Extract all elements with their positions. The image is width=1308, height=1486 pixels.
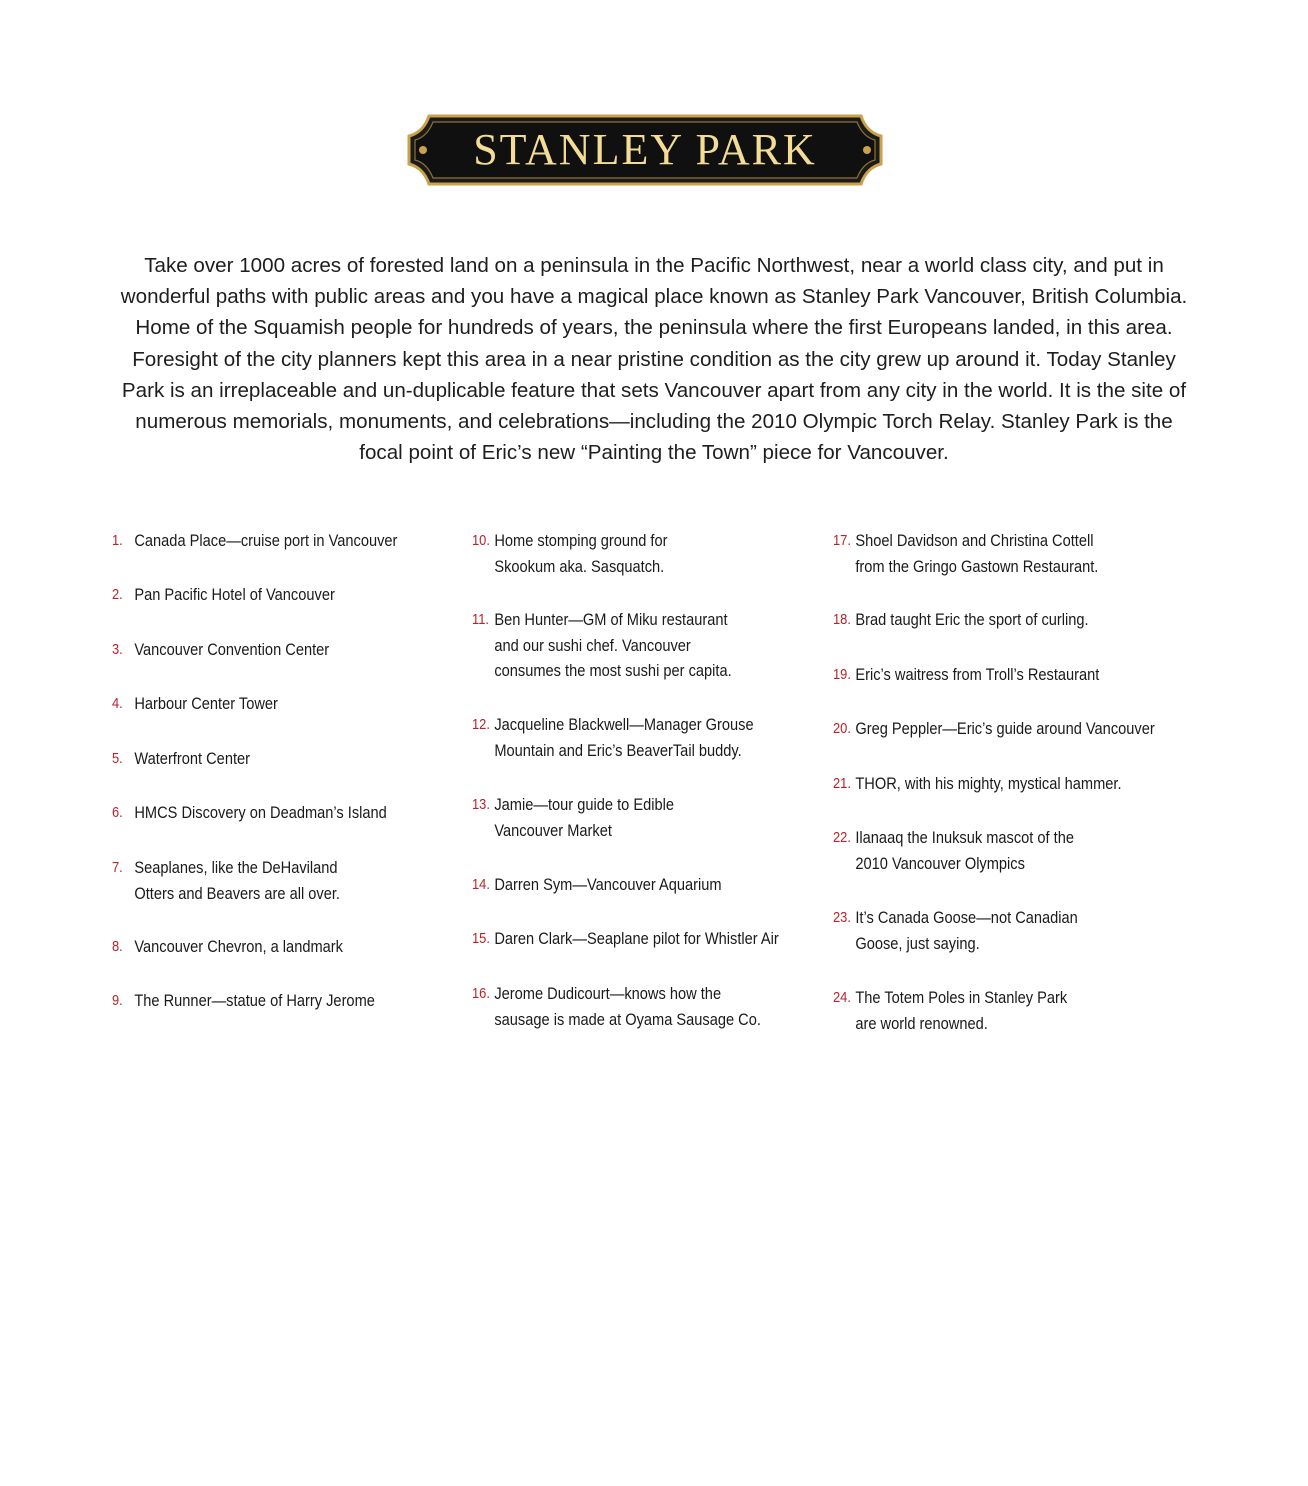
- item-number: 16.: [472, 985, 490, 1002]
- item-text: [134, 582, 334, 608]
- item-line: Seaplanes, like the DeHaviland: [134, 858, 338, 877]
- item-line: consumes the most sushi per capita.: [494, 661, 732, 680]
- item-number: 18.: [833, 611, 851, 628]
- list-item: [833, 985, 1067, 1036]
- list-item: [472, 712, 754, 763]
- list-item: [112, 746, 250, 772]
- list-item: [112, 528, 397, 554]
- item-line: Eric’s waitress from Troll’s Restaurant: [855, 665, 1100, 684]
- item-text: [855, 607, 1088, 633]
- item-line: Vancouver Convention Center: [134, 640, 330, 659]
- item-line: Skookum aka. Sasquatch.: [494, 556, 665, 576]
- item-number: 3.: [112, 641, 123, 658]
- list-item: [833, 528, 1098, 579]
- page-title: STANLEY PARK: [473, 125, 817, 174]
- item-text: [855, 528, 1098, 579]
- list-item: [112, 988, 375, 1014]
- item-text: [134, 934, 343, 960]
- item-number: 11.: [472, 611, 489, 628]
- item-text: [855, 662, 1099, 688]
- item-text: [134, 637, 329, 663]
- item-line: Ben Hunter—GM of Miku restaurant: [494, 610, 728, 629]
- item-line: Shoel Davidson and Christina Cottell: [855, 531, 1094, 550]
- list-item: [472, 792, 674, 843]
- item-number: 9.: [112, 992, 123, 1009]
- list-item: [112, 691, 278, 717]
- item-number: 8.: [112, 938, 123, 955]
- item-text: [494, 872, 721, 898]
- item-line: Pan Pacific Hotel of Vancouver: [134, 585, 335, 604]
- item-text: [134, 988, 375, 1014]
- item-number: 7.: [112, 859, 123, 876]
- title-sign: [407, 114, 883, 186]
- list-item: [472, 981, 761, 1032]
- intro-paragraph: Take over 1000 acres of forested land on a peninsula in the Pacific Northwest, near a world class city, and put in wonderful paths with public areas and you have a magical place known as Stanley Park Vancouver, British Columbia. Home of the Squamish people for hundreds of years, the peninsula where the first Europeans landed, in this area. Foresight of the city planners kept this area in a near pristine condition as the city grew up around it. Today Stanley Park is an irreplaceable and un-duplicable feature that sets Vancouver apart from any city in the world. It is the site of numerous memorials, monuments, and celebrations—including the 2010 Olympic Torch Relay. Stanley Park is the focal point of Eric’s new “Painting the Town” piece for Vancouver.: [120, 254, 1188, 465]
- item-text: [855, 716, 1154, 742]
- item-line: HMCS Discovery on Deadman’s Island: [134, 803, 387, 822]
- item-number: 5.: [112, 750, 123, 767]
- item-line: Daren Clark—Seaplane pilot for Whistler Air: [494, 929, 779, 948]
- item-text: [494, 926, 778, 952]
- list-item: [112, 800, 387, 826]
- item-line: Mountain and Eric’s BeaverTail buddy.: [494, 740, 742, 760]
- list-item: [472, 926, 779, 952]
- item-number: 1.: [112, 532, 123, 549]
- item-text: [494, 981, 761, 1032]
- list-item: [112, 637, 329, 663]
- item-number: 2.: [112, 586, 123, 603]
- item-text: [494, 528, 667, 579]
- item-number: 20.: [833, 720, 851, 737]
- list-item: [833, 716, 1155, 742]
- item-line: from the Gringo Gastown Restaurant.: [855, 556, 1099, 576]
- list-item: [833, 662, 1099, 688]
- item-line: Otters and Beavers are all over.: [134, 883, 340, 903]
- item-line: Home stomping ground for: [494, 531, 668, 550]
- item-text: [855, 771, 1121, 797]
- item-line: 2010 Vancouver Olympics: [855, 853, 1025, 873]
- item-number: 17.: [833, 532, 851, 549]
- item-number: 19.: [833, 666, 851, 683]
- item-number: 14.: [472, 876, 490, 893]
- item-line: are world renowned.: [855, 1013, 988, 1033]
- item-text: [494, 712, 753, 763]
- item-line: Jerome Dudicourt—knows how the: [494, 984, 722, 1003]
- item-line: It’s Canada Goose—not Canadian: [855, 908, 1078, 927]
- item-line: The Runner—statue of Harry Jerome: [134, 991, 375, 1010]
- item-number: 15.: [472, 930, 490, 947]
- item-text: [134, 855, 340, 906]
- item-text: [134, 746, 250, 772]
- list-item: [112, 855, 340, 906]
- item-text: [134, 691, 278, 717]
- list-item: [112, 582, 335, 608]
- item-line: Waterfront Center: [134, 749, 251, 768]
- item-number: 12.: [472, 716, 490, 733]
- item-text: [855, 825, 1074, 876]
- item-line: Jacqueline Blackwell—Manager Grouse: [494, 715, 754, 734]
- item-number: 23.: [833, 909, 851, 926]
- list-item: [833, 607, 1089, 633]
- item-number: 4.: [112, 695, 123, 712]
- list-item: [472, 607, 732, 684]
- item-number: 21.: [833, 775, 851, 792]
- item-line: Vancouver Market: [494, 820, 612, 840]
- item-text: [134, 800, 386, 826]
- item-text: [134, 528, 397, 554]
- list-item: [833, 825, 1074, 876]
- item-number: 13.: [472, 796, 490, 813]
- item-line: THOR, with his mighty, mystical hammer.: [855, 774, 1122, 793]
- item-number: 6.: [112, 804, 123, 821]
- item-line: Brad taught Eric the sport of curling.: [855, 610, 1089, 629]
- item-line: Vancouver Chevron, a landmark: [134, 937, 343, 956]
- item-text: [494, 792, 674, 843]
- list-item: [472, 528, 667, 579]
- item-line: and our sushi chef. Vancouver: [494, 635, 691, 655]
- item-line: Greg Peppler—Eric’s guide around Vancouver: [855, 719, 1155, 738]
- item-text: [494, 607, 731, 684]
- item-line: Harbour Center Tower: [134, 694, 278, 713]
- item-line: Canada Place—cruise port in Vancouver: [134, 531, 398, 550]
- item-text: [855, 985, 1067, 1036]
- item-line: Goose, just saying.: [855, 933, 980, 953]
- item-number: 10.: [472, 532, 490, 549]
- item-number: 22.: [833, 829, 851, 846]
- list-item: [833, 905, 1078, 956]
- list-item: [833, 771, 1122, 797]
- list-item: [472, 872, 722, 898]
- item-line: sausage is made at Oyama Sausage Co.: [494, 1009, 761, 1029]
- item-line: Ilanaaq the Inuksuk mascot of the: [855, 828, 1074, 847]
- item-line: The Totem Poles in Stanley Park: [855, 988, 1068, 1007]
- item-line: Darren Sym—Vancouver Aquarium: [494, 875, 722, 894]
- item-text: [855, 905, 1077, 956]
- item-line: Jamie—tour guide to Edible: [494, 795, 674, 814]
- item-number: 24.: [833, 989, 851, 1006]
- list-item: [112, 934, 343, 960]
